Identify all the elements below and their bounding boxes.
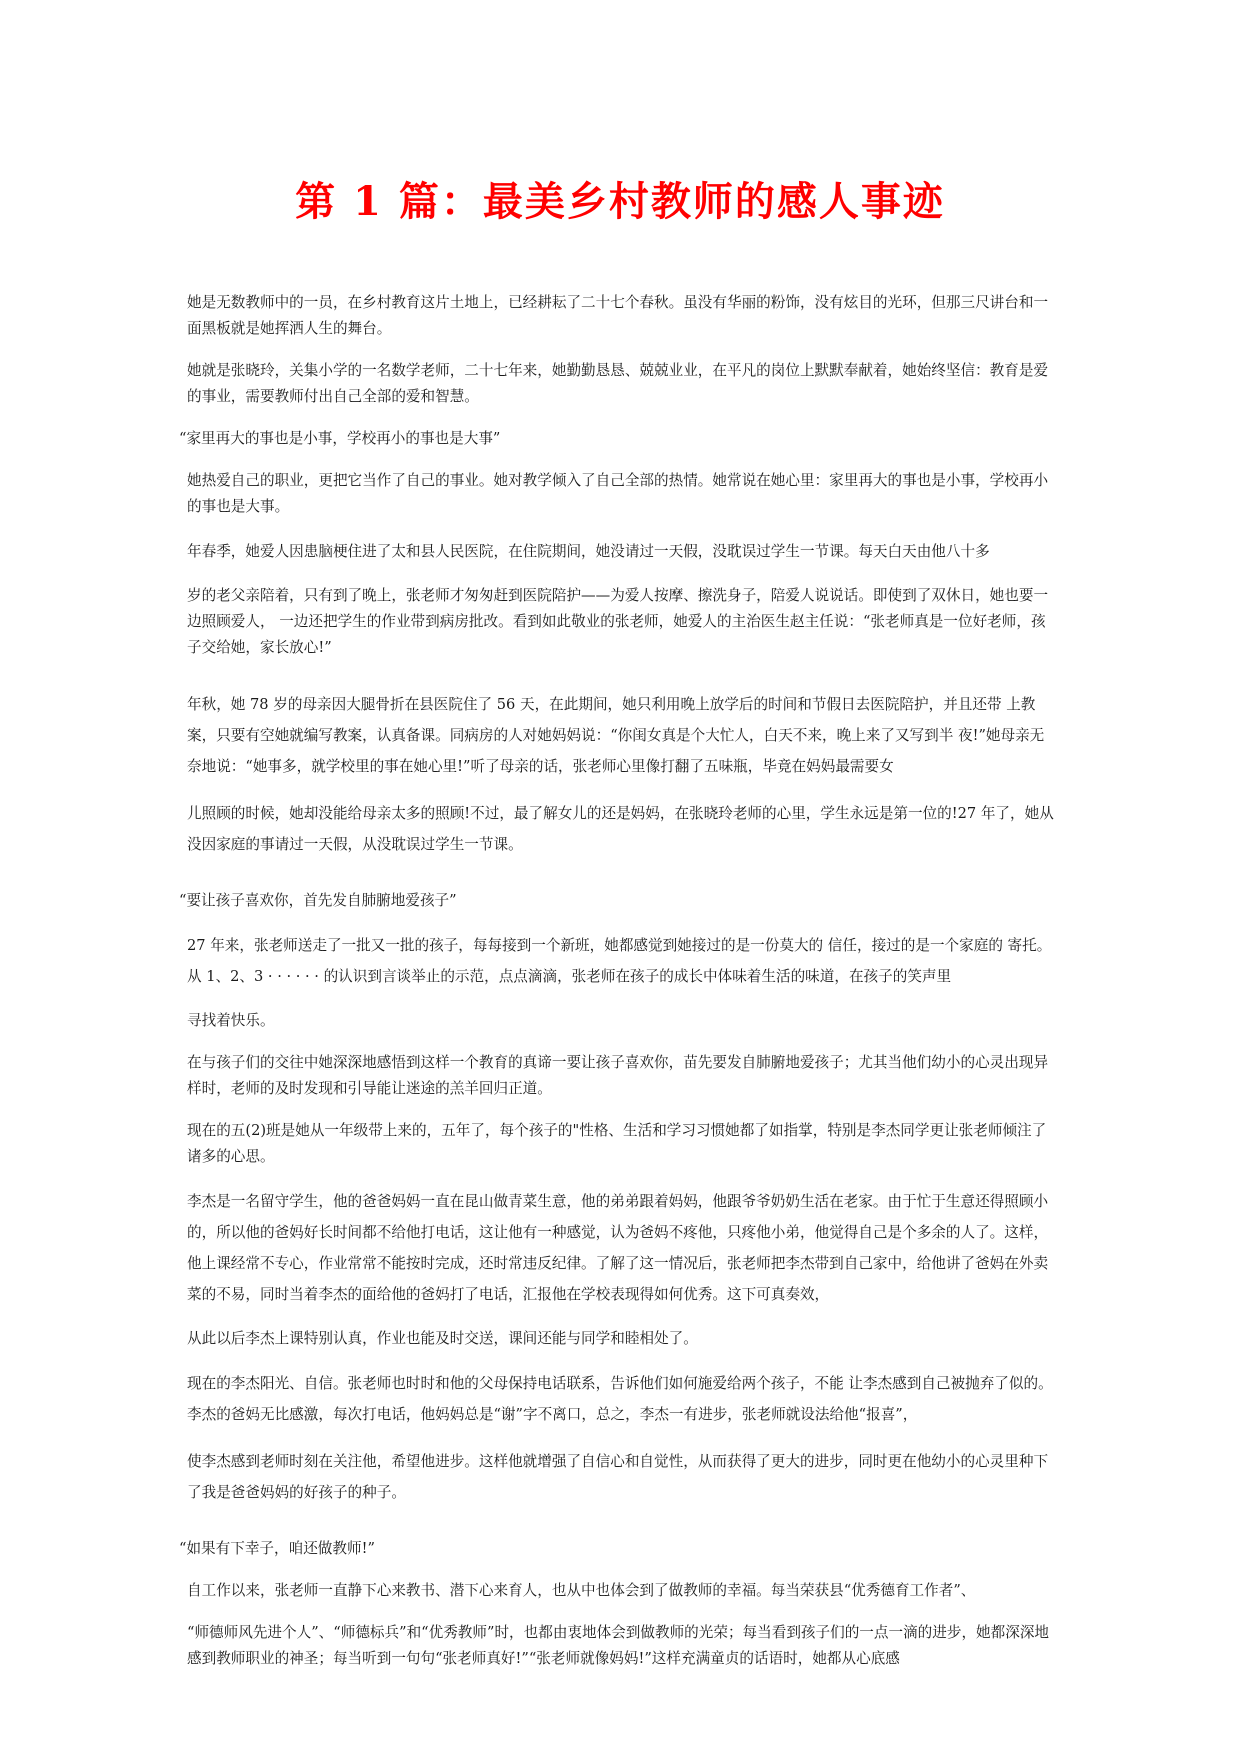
document-body — [179, 290, 1055, 1688]
section-heading: “要让孩子喜欢你，首先发自肺腑地爱孩子” — [179, 892, 457, 909]
paragraph: 李杰是一名留守学生，他的爸爸妈妈一直在昆山做青菜生意，他的弟弟跟着妈妈，他跟爷爷奶奶生活在老家。由于忙于生意还得照顾小的，所以他的爸妈好长时间都不给他打电话，这让他有一种感觉，认为爸妈不疼他，只疼他小弟，他觉得自己是个多余的人了。这样，他上课经常不专心，作业常常不能按时完成，还时常违反纪律。了解了这一情况后，张老师把李杰带到自己家中，给他讲了爸妈在外卖菜的不易，同时当着李杰的面给他的爸妈打了电话，汇报他在学校表现得如何优秀。这下可真奏效， — [187, 1193, 1049, 1303]
paragraph: 在与孩子们的交往中她深深地感悟到这样一个教育的真谛一要让孩子喜欢你，苗先要发自肺腑地爱孩子；尤其当他们幼小的心灵出现异样时，老师的及时发现和引导能让迷途的羔羊回归正道。 — [187, 1054, 1049, 1097]
paragraph: 寻找着快乐。 — [187, 1012, 275, 1029]
paragraph: 使李杰感到老师时刻在关注他，希望他进步。这样他就增强了自信心和自觉性，从而获得了更大的进步，同时更在他幼小的心灵里种下了我是爸爸妈妈的好孩子的种子。 — [187, 1453, 1049, 1501]
paragraph: 自工作以来，张老师一直静下心来教书、潜下心来育人，也从中也体会到了做教师的幸福。每当荣获县“优秀德育工作者”、 — [187, 1582, 976, 1599]
paragraph: 现在的李杰阳光、自信。张老师也时时和他的父母保持电话联系，告诉他们如何施爱给两个孩子，不能 让李杰感到自己被抛弃了似的。李杰的爸妈无比感激，每次打电话，他妈妈总是“谢”字不离口，总之，李杰一有进步，张老师就设法给他“报喜”， — [187, 1375, 1053, 1423]
section-heading: “家里再大的事也是小事，学校再小的事也是大事” — [179, 430, 501, 447]
document-title: 第 1 篇：最美乡村教师的感人事迹 — [295, 178, 945, 225]
paragraph: 年春季，她爱人因患脑梗住进了太和县人民医院，在住院期间，她没请过一天假，没耽误过学生一节课。每天白天由他八十多 — [187, 543, 990, 560]
paragraph: 她是无数教师中的一员，在乡村教育这片土地上，已经耕耘了二十七个春秋。虽没有华丽的粉饰，没有炫目的光环，但那三尺讲台和一面黑板就是她挥洒人生的舞台。 — [187, 294, 1049, 337]
paragraph: “师德师风先进个人”、“师德标兵”和“优秀教师”时，也都由衷地体会到做教师的光荣；每当看到孩子们的一点一滴的进步，她都深深地感到教师职业的神圣；每当听到一句句“张老师真好!”“张老师就像妈妈!”这样充满童贞的话语时，她都从心底感 — [187, 1624, 1050, 1667]
section-heading: “如果有下幸子，咱还做教师!” — [179, 1540, 375, 1557]
paragraph: 儿照顾的时候，她却没能给母亲太多的照顾!不过，最了解女儿的还是妈妈，在张晓玲老师的心里，学生永远是第一位的!27 年了，她从没因家庭的事请过一天假，从没耽误过学生一节课。 — [187, 805, 1054, 853]
paragraph: 她就是张晓玲，关集小学的一名数学老师，二十七年来，她勤勤恳恳、兢兢业业，在平凡的岗位上默默奉献着，她始终坚信：教育是爱的事业，需要教师付出自己全部的爱和智慧。 — [187, 362, 1049, 405]
paragraph: 岁的老父亲陪着，只有到了晚上，张老师才匆匆赶到医院陪护——为爱人按摩、擦洗身子，陪爱人说说话。即使到了双休日，她也要一边照顾爱人， 一边还把学生的作业带到病房批改。看到如此敬业的张老师，她爱人的主治医生赵主任说：“张老师真是一位好老师，孩子交给她，家长放心!” — [187, 587, 1049, 656]
paragraph: 现在的五(2)班是她从一年级带上来的，五年了，每个孩子的"性格、生活和学习习惯她都了如指掌，特别是李杰同学更让张老师倾注了诸多的心思。 — [187, 1122, 1047, 1165]
paragraph: 27 年来，张老师送走了一批又一批的孩子，每每接到一个新班，她都感觉到她接过的是一份莫大的 信任，接过的是一个家庭的 寄托。从 1、2、3 · · · · · · 的认识到言谈举止的示范，点点滴滴，张老师在孩子的成长中体味着生活的味道，在孩子的笑声里 — [187, 937, 1052, 985]
paragraph: 从此以后李杰上课特别认真，作业也能及时交送，课间还能与同学和睦相处了。 — [187, 1330, 698, 1347]
paragraph: 她热爱自己的职业，更把它当作了自己的事业。她对教学倾入了自己全部的热情。她常说在她心里：家里再大的事也是小事，学校再小的事也是大事。 — [187, 472, 1049, 515]
paragraph: 年秋，她 78 岁的母亲因大腿骨折在县医院住了 56 天，在此期间，她只利用晚上放学后的时间和节假日去医院陪护，并且还带 上教案，只要有空她就编写教案，认真备课。同病房的人对她妈妈说：“你闺女真是个大忙人，白天不来，晚上来了又写到半 夜!”她母亲无奈地说：“她事多，就学校里的事在她心里!”听了母亲的话，张老师心里像打翻了五味瓶，毕竟在妈妈最需要女 — [187, 696, 1045, 775]
